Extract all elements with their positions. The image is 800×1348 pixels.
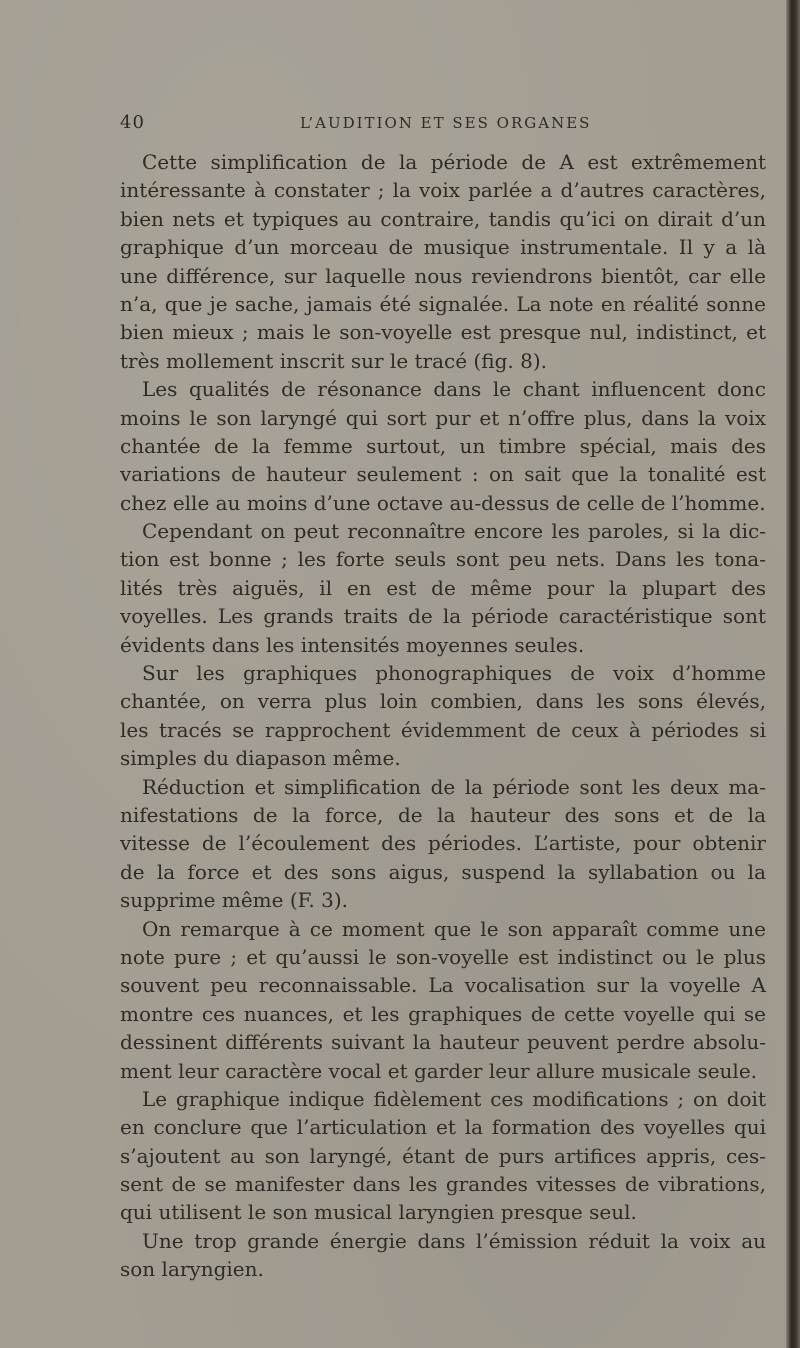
page-number: 40 xyxy=(120,112,145,133)
text-line: nifestations de la force, de la hauteur des sons et de la xyxy=(120,802,766,827)
text-line: dessinent différents suivant la hauteur peuvent perdre absolu- xyxy=(120,1030,766,1055)
text-line: Les qualités de résonance dans le chant influencent donc xyxy=(142,377,766,402)
text-line: une différence, sur laquelle nous reviendrons bientôt, car elle xyxy=(120,263,766,288)
text-line: chez elle au moins d’une octave au-dessus de celle de l’homme. xyxy=(120,490,766,515)
running-head xyxy=(120,112,760,142)
text-line: supprime même (F. 3). xyxy=(120,888,348,913)
text-line: Une trop grande énergie dans l’émission réduit la voix au xyxy=(142,1228,766,1253)
text-line: bien mieux ; mais le son-voyelle est presque nul, indistinct, et xyxy=(120,320,766,345)
text-line: chantée, on verra plus loin combien, dans les sons élevés, xyxy=(120,689,766,714)
text-line: intéressante à constater ; la voix parlée a d’autres caractères, xyxy=(120,178,766,203)
text-line: évidents dans les intensités moyennes seules. xyxy=(120,632,585,657)
text-line: Cette simplification de la période de A est extrêmement xyxy=(142,150,766,174)
text-line: qui utilisent le son musical laryngien presque seul. xyxy=(120,1200,637,1225)
text-line: graphique d’un morceau de musique instrumentale. Il y a là xyxy=(120,235,766,260)
page-edge xyxy=(786,0,800,1348)
text-line: très mollement inscrit sur le tracé (fig. 8). xyxy=(120,348,547,373)
text-line: de la force et des sons aigus, suspend la syllabation ou la xyxy=(120,859,766,884)
text-line: souvent peu reconnaissable. La vocalisation sur la voyelle A xyxy=(120,973,766,998)
text-line: n’a, que je sache, jamais été signalée. La note en réalité sonne xyxy=(120,291,766,316)
text-line: ment leur caractère vocal et garder leur allure musicale seule. xyxy=(120,1058,758,1083)
text-line: Cependant on peut reconnaître encore les paroles, si la dic- xyxy=(142,519,766,544)
text-line: note pure ; et qu’aussi le son-voyelle est indistinct ou le plus xyxy=(120,944,766,969)
text-line: sent de se manifester dans les grandes vitesses de vibrations, xyxy=(120,1172,766,1197)
text-line: Le graphique indique fidèlement ces modifications ; on doit xyxy=(142,1086,766,1111)
text-line: On remarque à ce moment que le son apparaît comme une xyxy=(142,916,766,941)
text-line: les tracés se rapprochent évidemment de ceux à périodes si xyxy=(120,717,766,742)
text-line: moins le son laryngé qui sort pur et n’offre plus, dans la voix xyxy=(120,405,766,430)
text-line: tion est bonne ; les forte seuls sont peu nets. Dans les tona- xyxy=(120,547,766,572)
text-line: bien nets et typiques au contraire, tandis qu’ici on dirait d’un xyxy=(120,206,766,231)
text-line: voyelles. Les grands traits de la période caractéristique sont xyxy=(120,604,766,629)
text-line: en conclure que l’articulation et la formation des voyelles qui xyxy=(120,1115,766,1140)
running-title: L’AUDITION ET SES ORGANES xyxy=(300,114,592,132)
text-line: lités très aiguës, il en est de même pour la plupart des xyxy=(120,575,766,600)
text-line: variations de hauteur seulement : on sait que la tonalité est xyxy=(120,462,766,487)
text-line: chantée de la femme surtout, un timbre spécial, mais des xyxy=(120,433,766,458)
text-line: Réduction et simplification de la période sont les deux ma- xyxy=(142,774,766,799)
text-line: montre ces nuances, et les graphiques de cette voyelle qui se xyxy=(120,1001,766,1026)
text-line: simples du diapason même. xyxy=(120,746,401,771)
text-line: Sur les graphiques phonographiques de voix d’homme xyxy=(142,661,766,686)
text-line: son laryngien. xyxy=(120,1257,264,1282)
text-line: s’ajoutent au son laryngé, étant de purs artifices appris, ces- xyxy=(120,1143,766,1168)
body-text xyxy=(120,148,766,1284)
text-line: vitesse de l’écoulement des périodes. L’artiste, pour obtenir xyxy=(120,831,766,856)
